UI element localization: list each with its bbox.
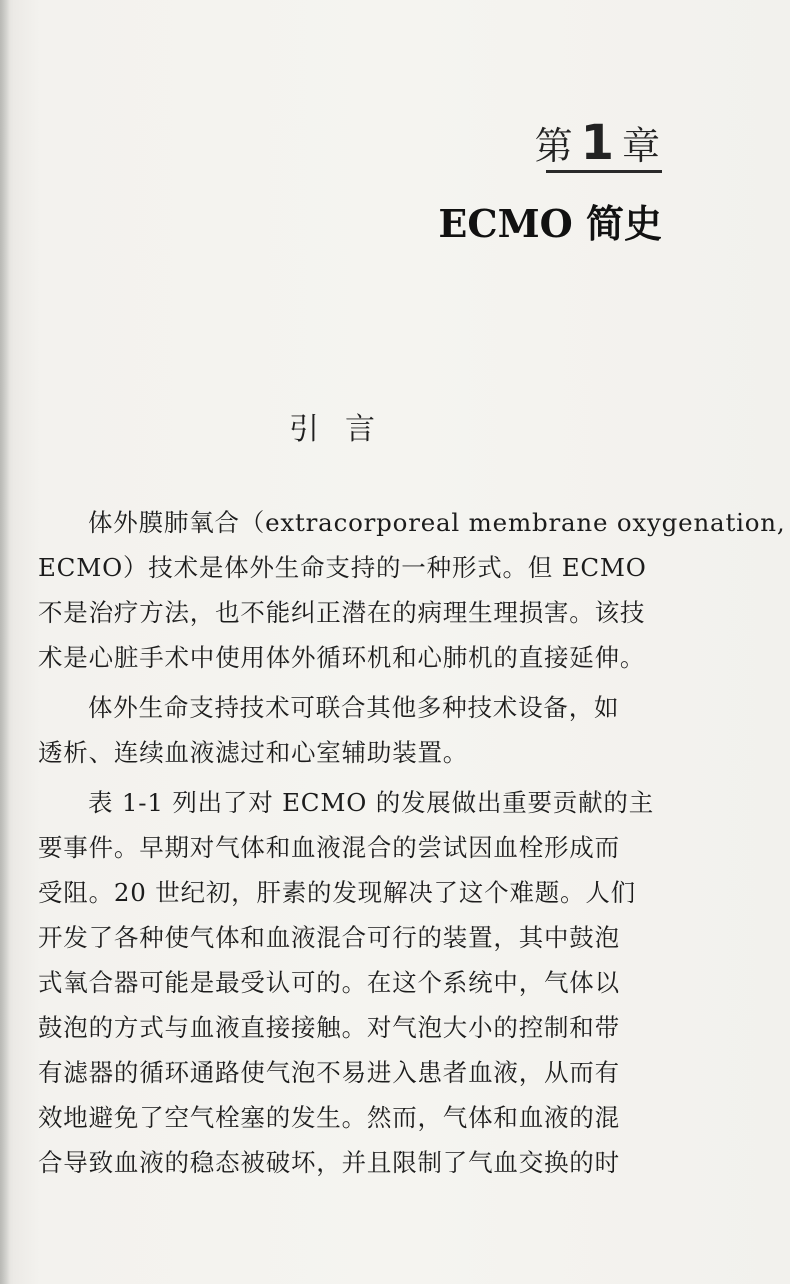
text-line: 有滤器的循环通路使气泡不易进入患者血液，从而有 — [38, 1058, 620, 1087]
page-spine-shadow — [0, 0, 10, 1284]
text-line: 受阻。20 世纪初，肝素的发现解决了这个难题。人们 — [38, 878, 636, 907]
text-line: 体外生命支持技术可联合其他多种技术设备，如 — [88, 693, 620, 722]
chapter-label — [534, 115, 662, 171]
text-line: 透析、连续血液滤过和心室辅助装置。 — [38, 738, 469, 767]
body-text — [38, 500, 786, 1185]
text-line: 合导致血液的稳态被破坏，并且限制了气血交换的时 — [38, 1148, 620, 1177]
text-line: 鼓泡的方式与血液直接接触。对气泡大小的控制和带 — [38, 1013, 620, 1042]
text-line: ECMO）技术是体外生命支持的一种形式。但 ECMO — [38, 553, 647, 582]
paragraph — [38, 685, 662, 775]
text-line: 不是治疗方法，也不能纠正潜在的病理生理损害。该技 — [38, 598, 646, 627]
text-line: 体外膜肺氧合（extracorporeal membrane oxygenation, — [88, 508, 786, 537]
chapter-title: ECMO 简史 — [438, 201, 662, 246]
text-line: 效地避免了空气栓塞的发生。然而，气体和血液的混 — [38, 1103, 620, 1132]
text-line: 开发了各种使气体和血液混合可行的装置，其中鼓泡 — [38, 923, 620, 952]
paragraph — [38, 500, 786, 680]
chapter-prefix: 第 — [534, 124, 575, 168]
chapter-suffix: 章 — [621, 124, 662, 168]
text-line: 术是心脏手术中使用体外循环机和心肺机的直接延伸。 — [38, 643, 646, 672]
text-line: 式氧合器可能是最受认可的。在这个系统中，气体以 — [38, 968, 620, 997]
chapter-underline — [546, 170, 662, 173]
paragraph — [38, 780, 662, 1185]
chapter-number: 1 — [580, 115, 616, 171]
text-line: 表 1-1 列出了对 ECMO 的发展做出重要贡献的主 — [88, 788, 655, 817]
text-line: 要事件。早期对气体和血液混合的尝试因血栓形成而 — [38, 833, 620, 862]
section-heading: 引言 — [289, 412, 401, 447]
